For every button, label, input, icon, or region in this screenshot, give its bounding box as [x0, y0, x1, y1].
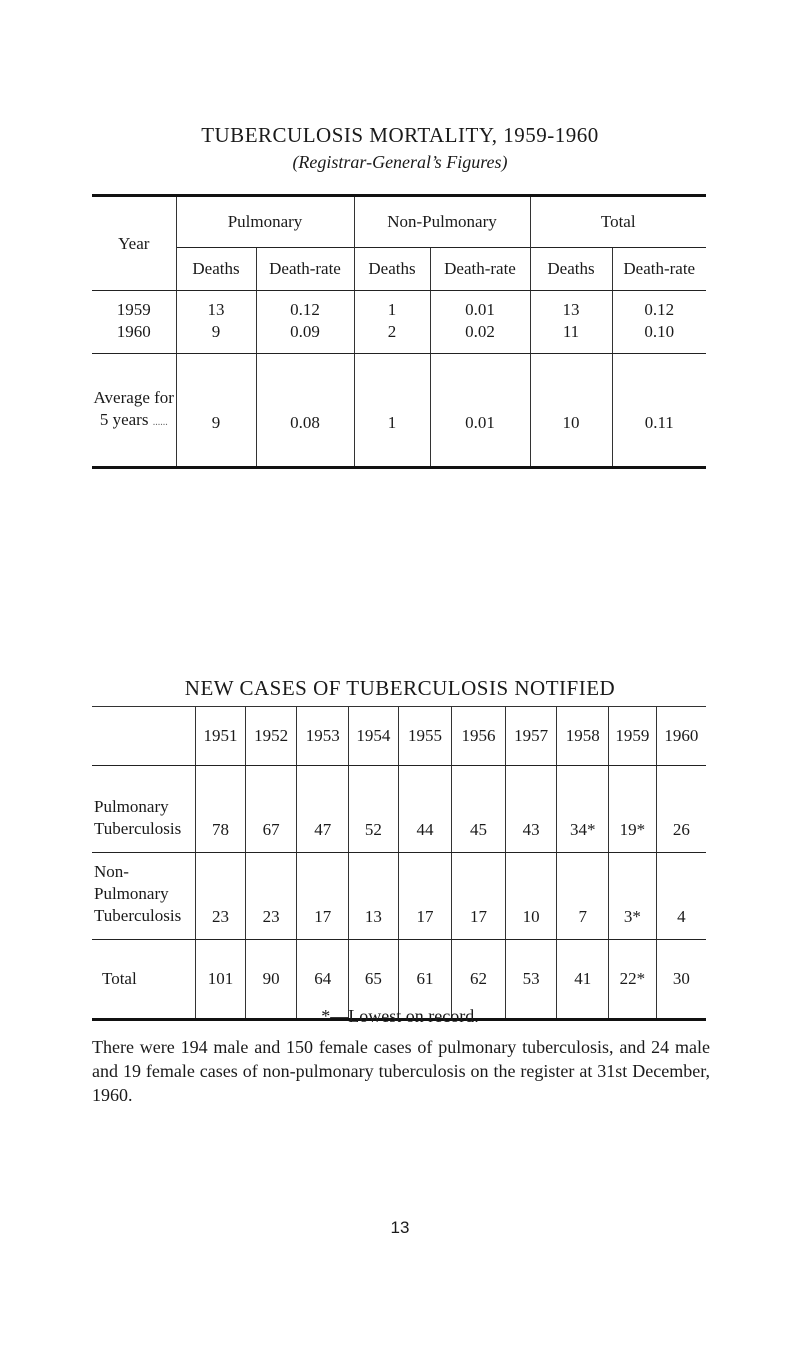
cell: 13 [349, 853, 399, 940]
header-death-rate: Death-rate [256, 248, 354, 291]
row-label [92, 766, 196, 853]
cell: 44 [398, 766, 452, 853]
leader-dots: ...... [152, 416, 168, 428]
cell: 3* [609, 853, 657, 940]
cell: 0.10 [612, 321, 706, 354]
cell: 30 [656, 940, 706, 1020]
year-header: 1957 [505, 707, 557, 766]
cell: 4 [656, 853, 706, 940]
cell: 10 [505, 853, 557, 940]
year-header: 1955 [398, 707, 452, 766]
year-header: 1953 [297, 707, 349, 766]
row-label-line2: Tuberculosis [94, 906, 182, 925]
cell: 0.02 [430, 321, 530, 354]
header-deaths: Deaths [354, 248, 430, 291]
cell: 22* [609, 940, 657, 1020]
cell: 11 [530, 321, 612, 354]
row-label-line1: Non-Pulmonary [94, 862, 169, 903]
year-header: 1951 [196, 707, 246, 766]
average-label-line2: 5 years [99, 409, 149, 429]
cell: 23 [196, 853, 246, 940]
year-header: 1952 [245, 707, 297, 766]
cell: 45 [452, 766, 506, 853]
year-header: 1956 [452, 707, 506, 766]
new-cases-table [92, 706, 706, 1021]
table-row [92, 766, 706, 853]
header-death-rate: Death-rate [430, 248, 530, 291]
cell: 65 [349, 940, 399, 1020]
table-row [92, 291, 706, 322]
cell: 61 [398, 940, 452, 1020]
row-label-line2: Tuberculosis [94, 819, 182, 838]
cell: 78 [196, 766, 246, 853]
row-label-line1: Total [102, 969, 137, 988]
cell: 67 [245, 766, 297, 853]
cell: 64 [297, 940, 349, 1020]
footnote: *—Lowest on record. [321, 1006, 479, 1026]
mortality-subtitle-text: (Registrar-General’s Figures) [292, 152, 508, 172]
header-total: Total [530, 196, 706, 248]
header-deaths: Deaths [176, 248, 256, 291]
row-label-line1: Pulmonary [94, 797, 169, 816]
cell: 9 [176, 354, 256, 468]
cell: 9 [176, 321, 256, 354]
mortality-title: TUBERCULOSIS MORTALITY, 1959-1960 [201, 123, 599, 147]
row-year: 1959 [116, 300, 151, 319]
cell: 17 [297, 853, 349, 940]
cell: 17 [398, 853, 452, 940]
cell: 34* [557, 766, 609, 853]
register-paragraph: There were 194 male and 150 female cases of pulmonary tuberculosis, and 24 male and 19 female cases of non-pulmonary tuberculosis on the register at 31st December, 1960. [92, 1037, 710, 1105]
cell: 17 [452, 853, 506, 940]
cell: 1 [354, 354, 430, 468]
header-non-pulmonary: Non-Pulmonary [354, 196, 530, 248]
cell: 26 [656, 766, 706, 853]
cell: 10 [530, 354, 612, 468]
table-row-average [92, 354, 706, 468]
year-header: 1959 [609, 707, 657, 766]
years-header-row [92, 707, 706, 766]
cell: 13 [176, 291, 256, 322]
table-row [92, 853, 706, 940]
average-label-line1: Average for [93, 387, 174, 407]
cell: 13 [530, 291, 612, 322]
cell: 0.01 [430, 291, 530, 322]
header-pulmonary: Pulmonary [176, 196, 354, 248]
row-label [92, 853, 196, 940]
cell: 2 [354, 321, 430, 354]
year-header: 1960 [656, 707, 706, 766]
cell: 1 [354, 291, 430, 322]
header-deaths: Deaths [530, 248, 612, 291]
cell: 0.01 [430, 354, 530, 468]
cell: 90 [245, 940, 297, 1020]
cell: 0.09 [256, 321, 354, 354]
mortality-table [92, 194, 706, 469]
year-header: 1958 [557, 707, 609, 766]
page-number: 13 [390, 1218, 410, 1237]
header-blank [92, 707, 196, 766]
table-row [92, 321, 706, 354]
cell: 7 [557, 853, 609, 940]
cell: 0.08 [256, 354, 354, 468]
header-death-rate: Death-rate [612, 248, 706, 291]
cell: 0.11 [612, 354, 706, 468]
cell: 41 [557, 940, 609, 1020]
cell: 101 [196, 940, 246, 1020]
cell: 47 [297, 766, 349, 853]
cell: 43 [505, 766, 557, 853]
cell: 0.12 [256, 291, 354, 322]
year-header: 1954 [349, 707, 399, 766]
header-year: Year [92, 196, 176, 291]
cell: 62 [452, 940, 506, 1020]
cell: 53 [505, 940, 557, 1020]
mortality-subtitle [0, 152, 800, 173]
new-cases-title: NEW CASES OF TUBERCULOSIS NOTIFIED [184, 676, 616, 700]
cell: 23 [245, 853, 297, 940]
row-year: 1960 [92, 321, 176, 354]
cell: 52 [349, 766, 399, 853]
cell: 19* [609, 766, 657, 853]
cell: 0.12 [612, 291, 706, 322]
average-label [92, 354, 176, 468]
